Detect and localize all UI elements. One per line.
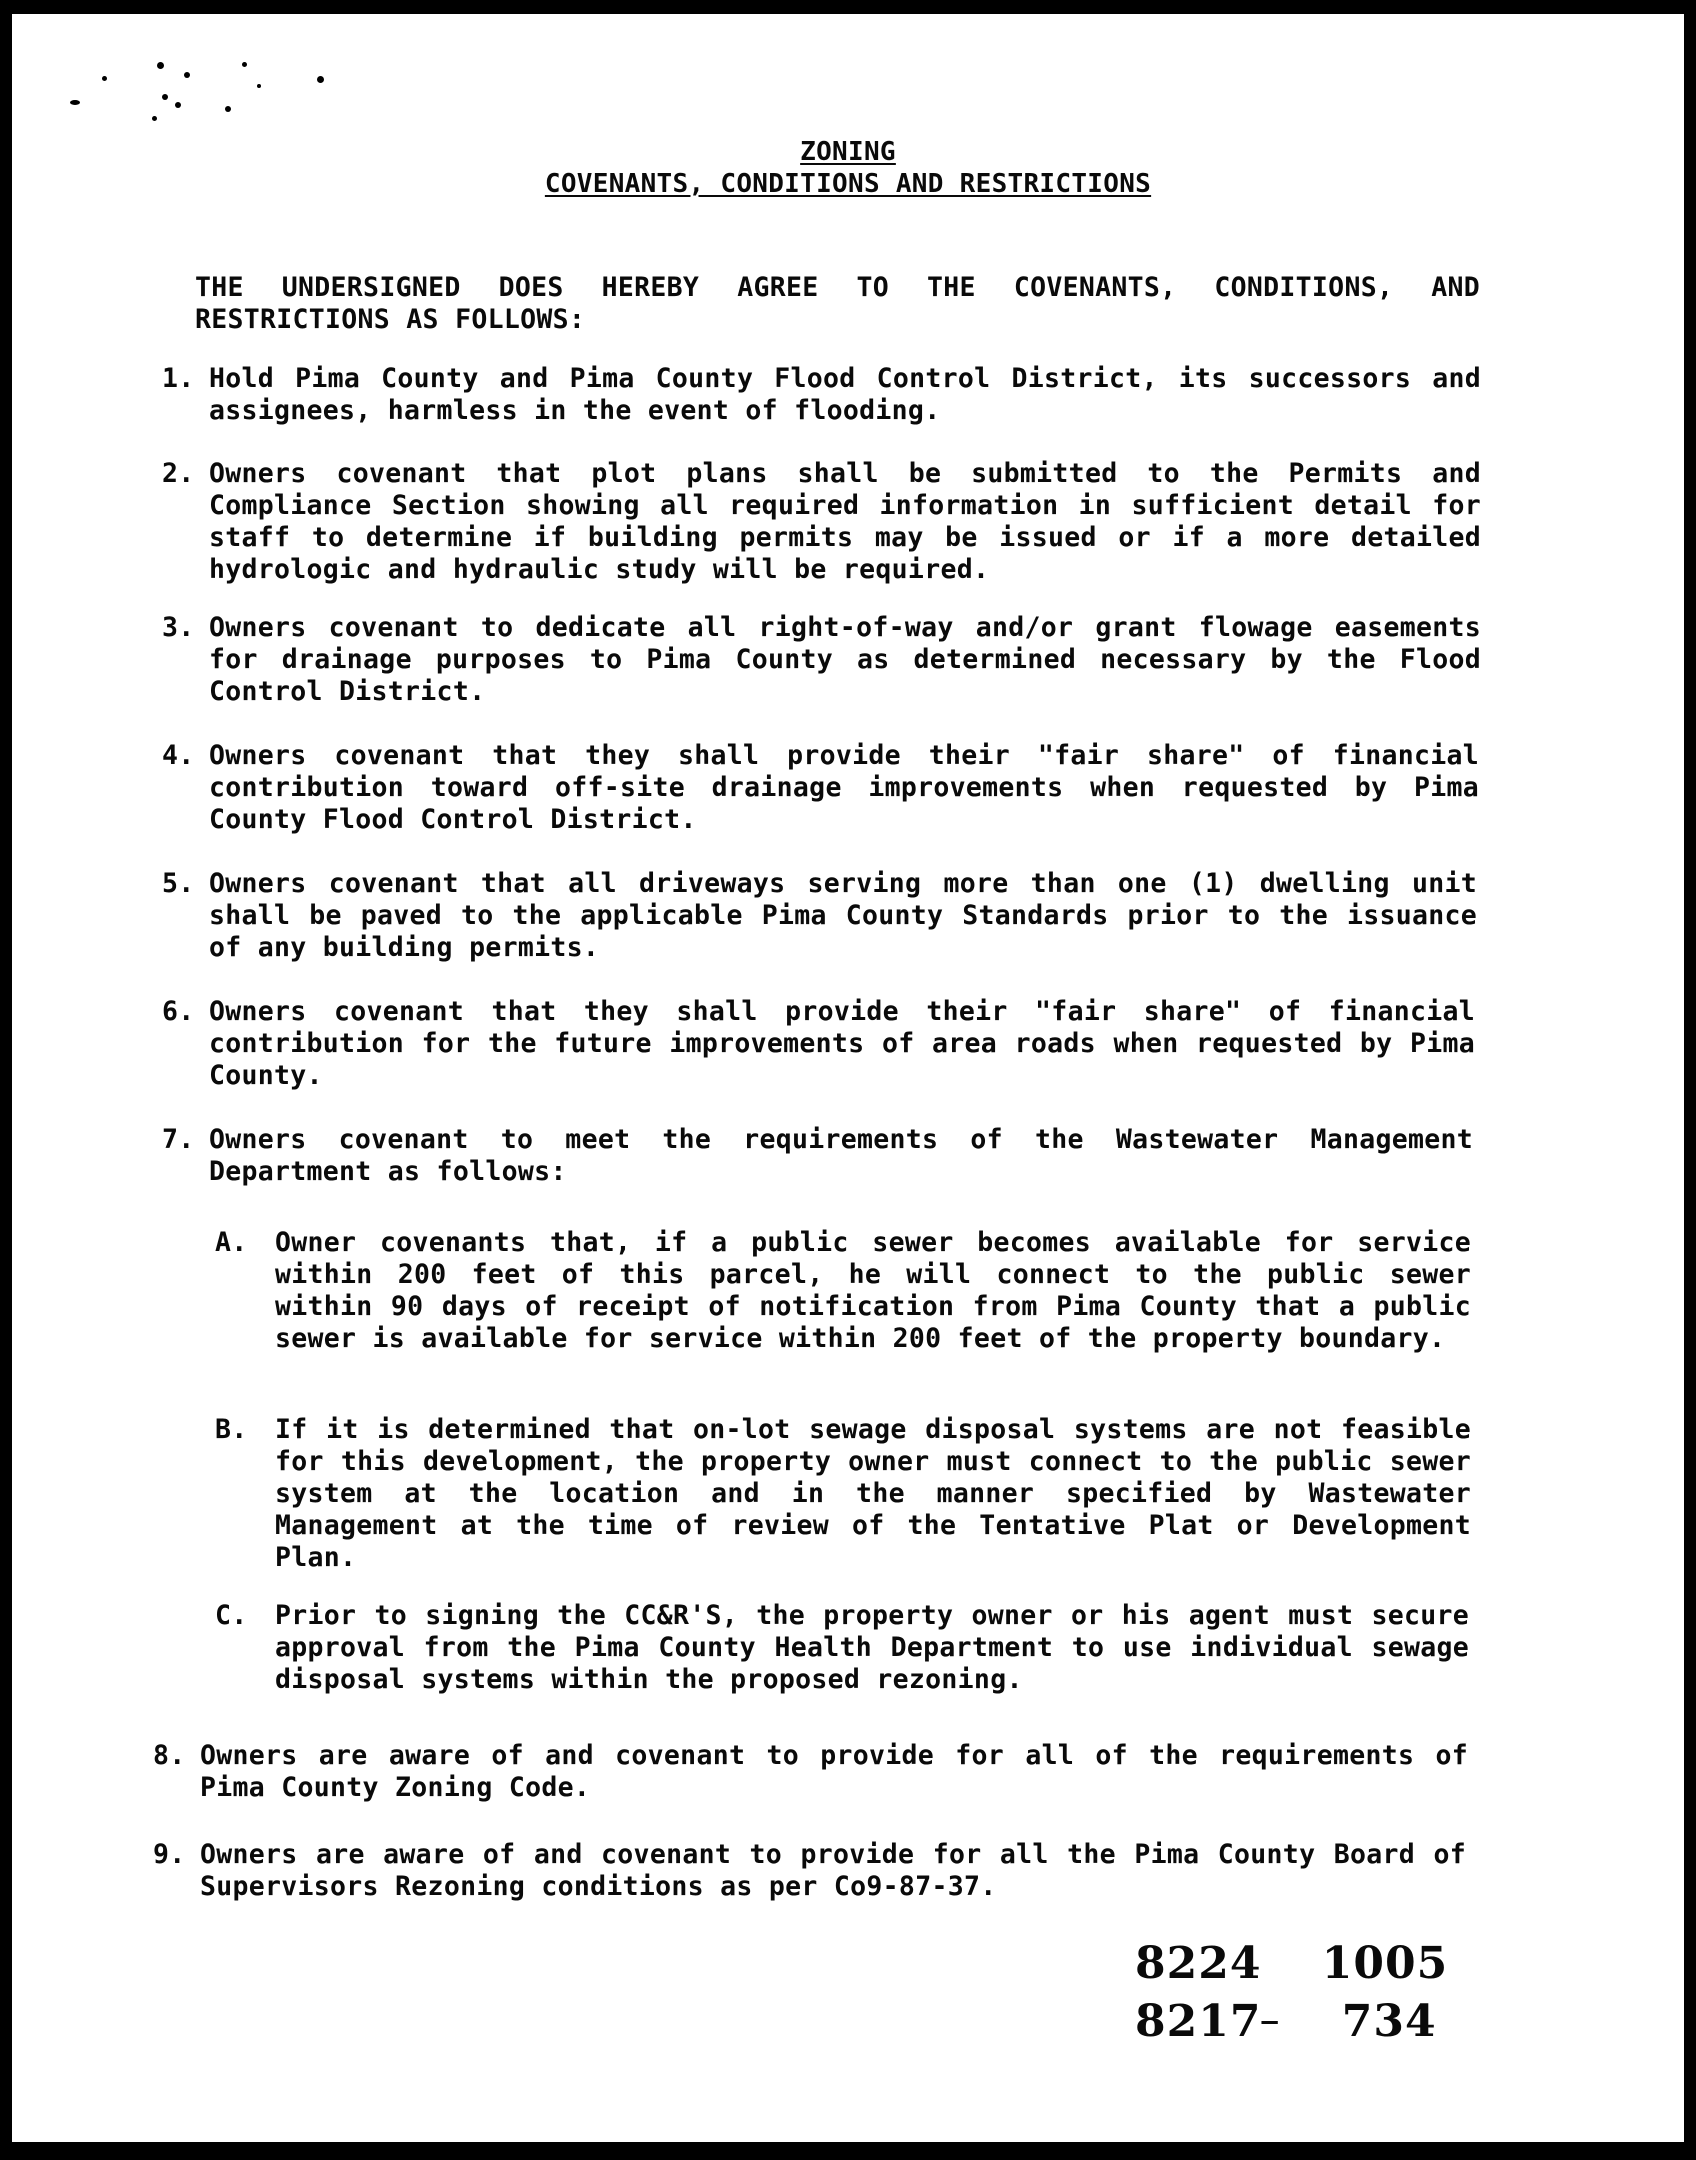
sub-item [215, 1227, 1471, 1355]
scan-speck [152, 116, 157, 121]
item-number: 9. [153, 1839, 186, 1870]
scan-speck [157, 62, 164, 69]
page-title: ZONING [800, 137, 896, 167]
page-subtitle: COVENANTS, CONDITIONS AND RESTRICTIONS [544, 169, 1152, 199]
scan-speck [162, 94, 168, 100]
scan-speck [102, 76, 107, 81]
list-item [162, 996, 1475, 1092]
item-number: 7. [162, 1124, 195, 1155]
item-number: 3. [162, 612, 195, 643]
item-text: Owners covenant to dedicate all right-of-way and/or grant flowage easements for drainage purposes to Pima County as determined necessary by the Flood Control District. [209, 612, 1481, 707]
intro-paragraph: THE UNDERSIGNED DOES HEREBY AGREE TO THE COVENANTS, CONDITIONS, AND RESTRICTIONS AS FOLLOWS: [195, 272, 1480, 335]
item-number: 5. [162, 868, 195, 899]
recording-page: 1005 [1321, 1938, 1449, 1989]
item-text: Owners covenant that plot plans shall be submitted to the Permits and Compliance Section showing all required information in sufficient detail for staff to determine if building permits may be issued or if a more detailed hydrologic and hydraulic study will be required. [209, 458, 1481, 585]
struck-reference [1135, 1996, 1437, 2047]
recording-book: 8224 [1135, 1938, 1262, 1989]
item-text: Owners covenant that they shall provide their "fair share" of financial contribution toward off-site drainage improvements when requested by Pima County Flood Control District. [209, 740, 1479, 835]
list-item [162, 612, 1481, 708]
struck-book: 8217 [1135, 1996, 1262, 2047]
item-text: Hold Pima County and Pima County Flood Control District, its successors and assignees, harmless in the event of flooding. [209, 363, 1481, 426]
list-item [153, 1740, 1468, 1804]
item-text: Owners are aware of and covenant to provide for all of the requirements of Pima County Zoning Code. [200, 1740, 1468, 1803]
item-number: 4. [162, 740, 195, 771]
struck-page: 734 [1341, 1996, 1437, 2047]
list-item [162, 458, 1481, 586]
scan-speck [242, 62, 247, 67]
item-text: Owners covenant that all driveways serving more than one (1) dwelling unit shall be paved to the applicable Pima County Standards prior to the issuance of any building permits. [209, 868, 1477, 963]
scan-speck [175, 102, 181, 108]
item-text: Owners are aware of and covenant to provide for all the Pima County Board of Supervisors Rezoning conditions as per Co9-87-37. [200, 1839, 1466, 1902]
document-page [12, 14, 1684, 2142]
sub-item [215, 1414, 1471, 1574]
recording-reference [1135, 1938, 1448, 1989]
sub-item-text: Owner covenants that, if a public sewer becomes available for service within 200 feet of this parcel, he will connect to the public sewer within 90 days of receipt of notification from Pima County that a public sewer is available for service within 200 feet of the property boundary. [275, 1227, 1471, 1354]
sub-item-letter: C. [215, 1600, 248, 1631]
scan-speck [225, 106, 231, 112]
item-text: Owners covenant that they shall provide their "fair share" of financial contribution for the future improvements of area roads when requested by Pima County. [209, 996, 1475, 1091]
scan-speck [317, 76, 324, 83]
sub-item-letter: B. [215, 1414, 248, 1445]
document-heading [12, 136, 1684, 200]
list-item [153, 1839, 1466, 1903]
list-item [162, 1124, 1473, 1188]
item-number: 8. [153, 1740, 186, 1771]
item-number: 2. [162, 458, 195, 489]
list-item [162, 363, 1481, 427]
sub-item-text: If it is determined that on-lot sewage disposal systems are not feasible for this development, the property owner must connect to the public sewer system at the location and in the manner specified by Wastewater Management at the time of review of the Tentative Plat or Development Plan. [275, 1414, 1471, 1573]
scan-speck [70, 100, 80, 105]
list-item [162, 740, 1479, 836]
item-text: Owners covenant to meet the requirements of the Wastewater Management Department as follows: [209, 1124, 1473, 1187]
scan-speck [257, 84, 261, 88]
scan-speck [184, 72, 190, 78]
sub-item-text: Prior to signing the CC&R'S, the property owner or his agent must secure approval from the Pima County Health Department to use individual sewage disposal systems within the proposed rezoning. [275, 1600, 1469, 1695]
sub-item-letter: A. [215, 1227, 248, 1258]
list-item [162, 868, 1477, 964]
item-number: 1. [162, 363, 195, 394]
sub-item [215, 1600, 1469, 1696]
item-number: 6. [162, 996, 195, 1027]
